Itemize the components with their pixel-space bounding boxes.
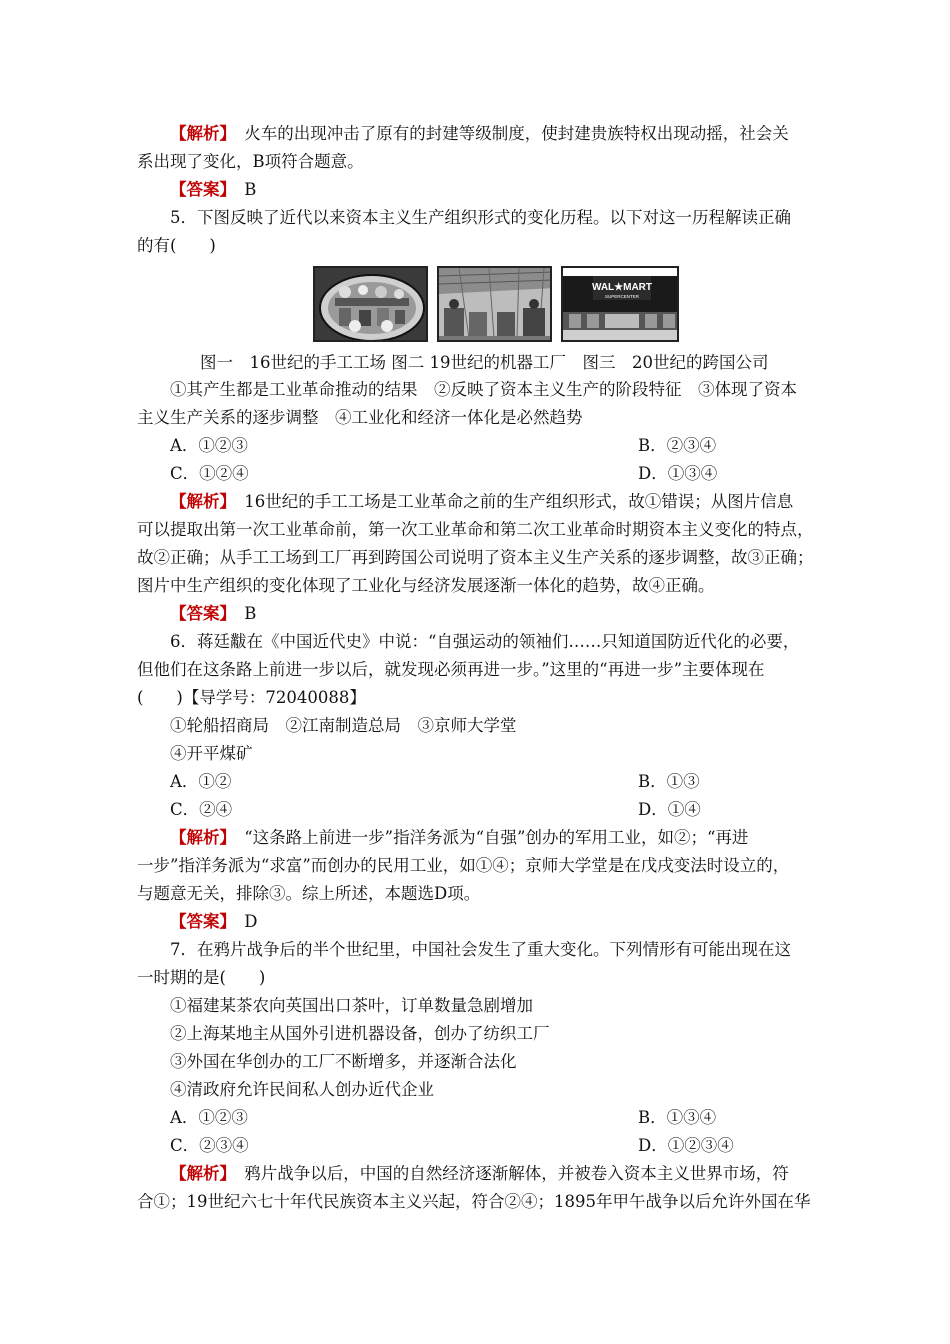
answer-tag: 【答案】 bbox=[170, 912, 228, 931]
q6-analysis-line-2: 一步”指洋务派为“求富”而创办的民用工业，如①④；京师大学堂是在戊戌变法时设立的， bbox=[137, 856, 790, 875]
q6-items-line-1: ①轮船招商局 ②江南制造总局 ③京师大学堂 bbox=[170, 716, 517, 735]
answer-tag: 【答案】 bbox=[170, 604, 228, 623]
q6-stem-line-1: 6．蒋廷黻在《中国近代史》中说：“自强运动的领袖们……只知道国防近代化的必要， bbox=[170, 632, 800, 651]
analysis-tag: 【解析】 bbox=[170, 492, 228, 511]
q5-options-row-2 bbox=[170, 460, 850, 488]
answer-value: D bbox=[227, 912, 258, 931]
q5-stem-line-1: 5．下图反映了近代以来资本主义生产组织形式的变化历程。以下对这一历程解读正确 bbox=[170, 208, 791, 227]
q6-analysis-line-3: 与题意无关，排除③。综上所述，本题选D项。 bbox=[137, 884, 481, 903]
option-a: A．①②③ bbox=[170, 436, 248, 455]
q5-analysis-line-3: 故②正确；从手工工场到工厂再到跨国公司说明了资本主义生产关系的逐步调整，故③正确； bbox=[137, 548, 814, 567]
answer-value: B bbox=[227, 604, 257, 623]
q6-analysis-line-1 bbox=[170, 824, 850, 852]
q5-analysis-line-2: 可以提取出第一次工业革命前，第一次工业革命和第二次工业革命时期资本主义变化的特点， bbox=[137, 520, 814, 539]
option-b: B．②③④ bbox=[638, 436, 717, 455]
q5-answer bbox=[170, 600, 850, 628]
q7-analysis-line-1 bbox=[170, 1160, 850, 1188]
figure-multinational-store bbox=[561, 266, 679, 342]
q4-analysis-line-2: 系出现了变化，B项符合题意。 bbox=[137, 152, 364, 171]
figure-machine-factory bbox=[437, 266, 552, 342]
q7-stem-line-1: 7．在鸦片战争后的半个世纪里，中国社会发生了重大变化。下列情形有可能出现在这 bbox=[170, 940, 791, 959]
q7-item-1: ①福建某茶农向英国出口茶叶，订单数量急剧增加 bbox=[170, 996, 533, 1015]
answer-tag: 【答案】 bbox=[170, 180, 228, 199]
analysis-tag: 【解析】 bbox=[170, 1164, 228, 1183]
q6-stem-line-3: ( )【导学号：72040088】 bbox=[137, 688, 366, 707]
q4-analysis-line-1 bbox=[170, 120, 850, 148]
option-d: D．①②③④ bbox=[638, 1136, 734, 1155]
q7-options-row-1 bbox=[170, 1104, 850, 1132]
analysis-tag: 【解析】 bbox=[170, 828, 228, 847]
option-a: A．①② bbox=[170, 772, 232, 791]
q5-options-row-1 bbox=[170, 432, 850, 460]
figure-caption: 图一 16世纪的手工工场 图二 19世纪的机器工厂 图三 20世纪的跨国公司 bbox=[200, 353, 769, 372]
analysis-text: “这条路上前进一步”指洋务派为“自强”创办的军用工业，如②；“再进 bbox=[227, 828, 749, 847]
q7-analysis-line-2: 合①；19世纪六七十年代民族资本主义兴起，符合②④；1895年甲午战争以后允许外国在华 bbox=[137, 1192, 811, 1211]
q4-answer bbox=[170, 176, 850, 204]
analysis-tag: 【解析】 bbox=[170, 124, 228, 143]
q7-item-2: ②上海某地主从国外引进机器设备，创办了纺织工厂 bbox=[170, 1024, 550, 1043]
q5-analysis-line-1 bbox=[170, 488, 850, 516]
q7-item-4: ④清政府允许民间私人创办近代企业 bbox=[170, 1080, 434, 1099]
q5-items-line-1: ①其产生都是工业革命推动的结果 ②反映了资本主义生产的阶段特征 ③体现了资本 bbox=[170, 380, 797, 399]
q5-analysis-line-4: 图片中生产组织的变化体现了工业化与经济发展逐渐一体化的趋势，故④正确。 bbox=[137, 576, 715, 595]
figure-handicraft-workshop bbox=[313, 266, 428, 342]
q6-stem-line-2: 但他们在这条路上前进一步以后，就发现必须再进一步。”这里的“再进一步”主要体现在 bbox=[137, 660, 765, 679]
store-sign-sub: SUPERCENTER bbox=[604, 294, 640, 299]
q6-options-row-2 bbox=[170, 796, 850, 824]
q7-item-3: ③外国在华创办的工厂不断增多，并逐渐合法化 bbox=[170, 1052, 517, 1071]
option-d: D．①③④ bbox=[638, 464, 718, 483]
option-b: B．①③④ bbox=[638, 1108, 717, 1127]
option-c: C．②③④ bbox=[170, 1136, 249, 1155]
q6-answer bbox=[170, 908, 850, 936]
q7-options-row-2 bbox=[170, 1132, 850, 1160]
analysis-text: 火车的出现冲击了原有的封建等级制度，使封建贵族特权出现动摇，社会关 bbox=[227, 124, 789, 143]
answer-value: B bbox=[227, 180, 257, 199]
option-a: A．①②③ bbox=[170, 1108, 248, 1127]
q6-items-line-2: ④开平煤矿 bbox=[170, 744, 253, 763]
q6-options-row-1 bbox=[170, 768, 850, 796]
option-b: B．①③ bbox=[638, 772, 700, 791]
q7-stem-line-2: 一时期的是( ) bbox=[137, 968, 266, 987]
option-c: C．②④ bbox=[170, 800, 233, 819]
option-d: D．①④ bbox=[638, 800, 701, 819]
q5-stem-line-2: 的有( ) bbox=[137, 236, 216, 255]
store-sign: WAL★MART bbox=[591, 282, 653, 293]
option-c: C．①②④ bbox=[170, 464, 249, 483]
q5-items-line-2: 主义生产关系的逐步调整 ④工业化和经济一体化是必然趋势 bbox=[137, 408, 583, 427]
analysis-text: 16世纪的手工工场是工业革命之前的生产组织形式，故①错误；从图片信息 bbox=[227, 492, 794, 511]
analysis-text: 鸦片战争以后，中国的自然经济逐渐解体，并被卷入资本主义世界市场，符 bbox=[227, 1164, 789, 1183]
